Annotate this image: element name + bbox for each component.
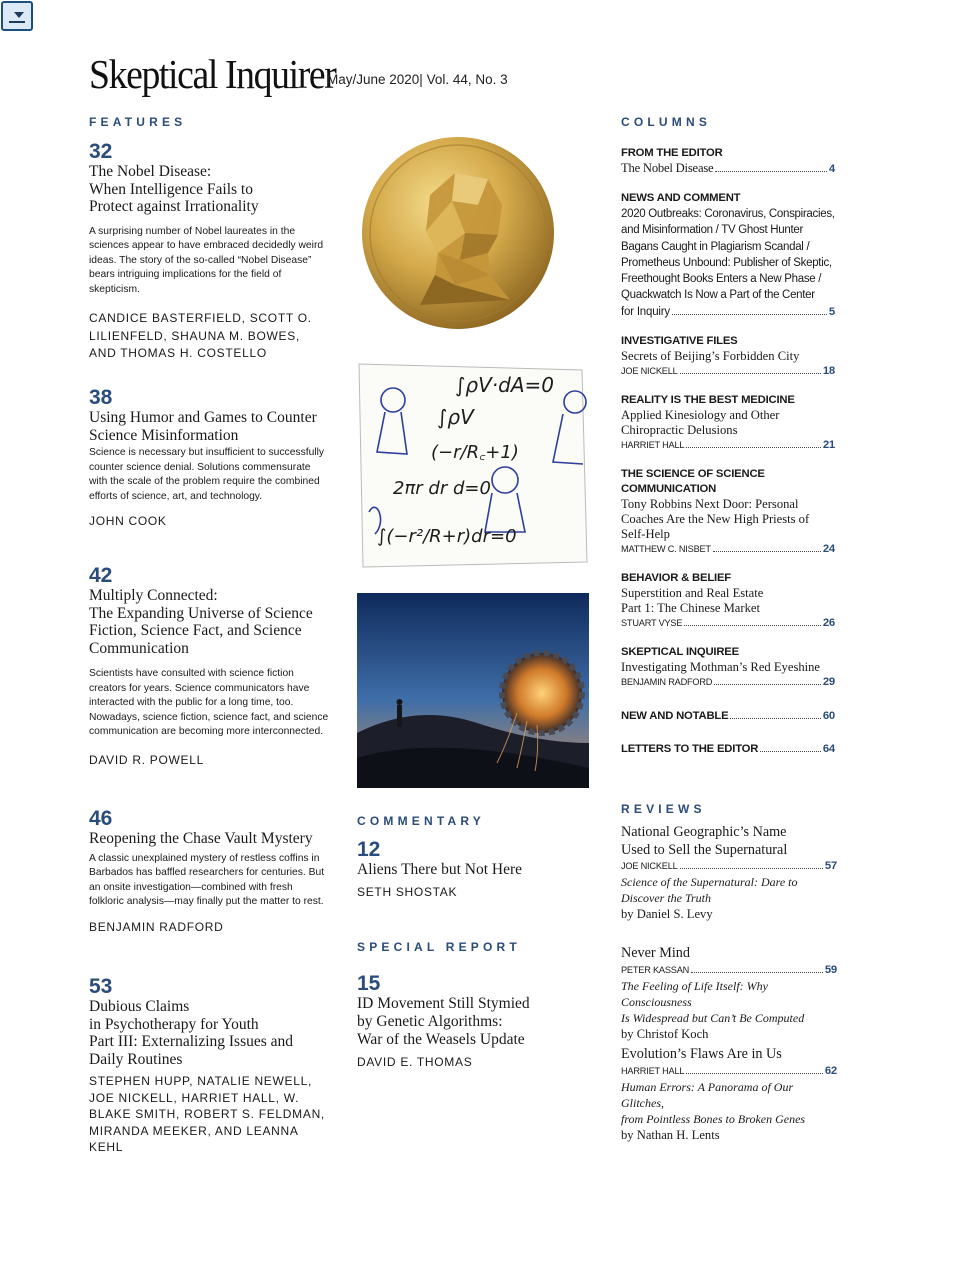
review-reviewer-line: HARRIET HALL 62 (621, 1064, 837, 1077)
article-authors: SETH SHOSTAK (357, 885, 458, 899)
page-ref: 60 (822, 710, 835, 722)
page-number: 38 (89, 386, 113, 409)
review-book-title: Human Errors: A Panorama of Our Glitches, from Pointless Bones to Broken Genes (621, 1079, 806, 1126)
column-behavior-and-belief[interactable] (621, 571, 835, 631)
page-ref: 62 (824, 1064, 837, 1077)
chevron-down-icon (14, 12, 24, 18)
svg-text:∫ρV: ∫ρV (437, 405, 474, 429)
feature-article[interactable] (89, 807, 329, 936)
review-title[interactable]: Never Mind (621, 945, 690, 961)
column-entry[interactable]: LETTERS TO THE EDITOR 64 (621, 743, 835, 755)
reviews-heading: REVIEWS (621, 802, 706, 816)
column-heading: NEWS AND COMMENT (621, 192, 741, 204)
review-entry[interactable] (621, 824, 837, 922)
column-heading: BEHAVIOR & BELIEF (621, 572, 731, 584)
feature-article[interactable] (89, 975, 329, 1156)
column-entry-title[interactable]: Superstition and Real Estate Part 1: The Chinese Market (621, 586, 764, 615)
nobel-medal-image (360, 135, 556, 331)
page-ref: 57 (824, 860, 837, 872)
page-ref: 24 (822, 543, 835, 555)
feature-article[interactable] (89, 386, 329, 531)
column-heading: INVESTIGATIVE FILES (621, 335, 738, 347)
issue-info: May/June 2020| Vol. 44, No. 3 (327, 72, 508, 87)
column-entry[interactable]: The Nobel Disease 4 (621, 161, 835, 175)
collapse-toggle-button[interactable] (1, 1, 33, 31)
column-news-and-comment[interactable] (621, 191, 835, 320)
article-authors: DAVID E. THOMAS (357, 1055, 473, 1069)
article-title[interactable]: Using Humor and Games to Counter Science Misinformation (89, 409, 317, 444)
article-title[interactable]: Aliens There but Not Here (357, 861, 522, 878)
special-report-article[interactable] (357, 972, 557, 1072)
page-ref: 4 (828, 163, 835, 175)
review-entry[interactable] (621, 1046, 837, 1143)
column-heading: THE SCIENCE OF SCIENCE COMMUNICATION (621, 468, 765, 495)
article-title[interactable]: The Nobel Disease: When Intelligence Fails to Protect against Irrationality (89, 163, 259, 215)
review-book-author: by Daniel S. Levy (621, 907, 713, 921)
column-heading: SKEPTICAL INQUIREE (621, 646, 739, 658)
review-reviewer-line: JOE NICKELL 57 (621, 860, 837, 872)
column-entry: MATTHEW C. NISBET 24 (621, 543, 835, 555)
column-new-and-notable[interactable] (621, 709, 835, 724)
columns-heading: COLUMNS (621, 115, 712, 129)
column-investigative-files[interactable] (621, 334, 835, 379)
page-ref: 26 (822, 617, 835, 629)
column-from-the-editor[interactable] (621, 146, 835, 177)
article-title[interactable]: ID Movement Still Stymied by Genetic Algorithms: War of the Weasels Update (357, 995, 530, 1048)
equation-doodle-image (357, 362, 589, 570)
commentary-article[interactable] (357, 838, 557, 902)
page-ref: 59 (824, 963, 837, 976)
article-authors: JOHN COOK (89, 514, 167, 529)
review-book-title: The Feeling of Life Itself: Why Consciousness Is Widespread but Can’t Be Computed (621, 978, 805, 1025)
article-title[interactable]: Multiply Connected: The Expanding Universe of Science Fiction, Science Fact, and Science Communication (89, 587, 313, 657)
review-reviewer-line: PETER KASSAN 59 (621, 963, 837, 976)
sci-fi-scene-image (357, 593, 589, 788)
column-entry-text[interactable]: 2020 Outbreaks: Coronavirus, Conspiracies, and Misinformation / TV Ghost Hunter Bagans Caught in Plagiarism Scandal / Prometheus Unbound: Publisher of Skeptic, Freethought Books Enters a New Phase / Quackwatch Is Now a Part of the Center (621, 208, 835, 302)
column-entry[interactable]: NEW AND NOTABLE 60 (621, 710, 835, 722)
feature-article[interactable] (89, 140, 329, 363)
article-title[interactable]: Dubious Claims in Psychotherapy for Youth Part III: Externalizing Issues and Daily Routines (89, 998, 294, 1068)
page-number: 42 (89, 564, 113, 587)
article-title[interactable]: Reopening the Chase Vault Mystery (89, 830, 313, 847)
page-ref: 29 (822, 676, 835, 688)
page-number: 46 (89, 807, 113, 830)
column-reality-best-medicine[interactable] (621, 393, 835, 453)
page-ref: 21 (822, 439, 835, 451)
column-science-of-science-communication[interactable] (621, 467, 835, 557)
review-book-title: Science of the Supernatural: Dare to Discover the Truth (621, 875, 798, 905)
column-entry: BENJAMIN RADFORD 29 (621, 676, 835, 688)
features-heading: FEATURES (89, 115, 187, 129)
column-entry: STUART VYSE 26 (621, 617, 835, 629)
article-authors: DAVID R. POWELL (89, 752, 204, 767)
column-skeptical-inquiree[interactable] (621, 645, 835, 690)
page-number: 53 (89, 975, 113, 998)
article-description: Science is necessary but insufficient to successfully counter science denial. Solutions commensurate with the scale of the problem require the combined efforts of science, art, and technology. (89, 447, 325, 502)
article-authors: STEPHEN HUPP, NATALIE NEWELL, JOE NICKELL, HARRIET HALL, W. BLAKE SMITH, ROBERT S. FELDMAN, MIRANDA MEEKER, AND LEANNA KEHL (89, 1074, 325, 1154)
masthead (89, 50, 508, 98)
article-authors: CANDICE BASTERFIELD, SCOTT O. LILIENFELD, SHAUNA M. BOWES, AND THOMAS H. COSTELLO (89, 311, 312, 361)
page-number: 32 (89, 140, 113, 163)
review-book-author: by Nathan H. Lents (621, 1127, 720, 1142)
page-number: 12 (357, 838, 381, 861)
column-entry: HARRIET HALL 21 (621, 439, 835, 451)
column-entry[interactable]: for Inquiry 5 (621, 305, 835, 318)
page-ref: 64 (822, 743, 835, 755)
review-title[interactable]: Evolution’s Flaws Are in Us (621, 1046, 782, 1062)
page-number: 15 (357, 972, 381, 995)
column-entry: JOE NICKELL 18 (621, 365, 835, 377)
review-title[interactable]: National Geographic’s Name Used to Sell the Supernatural (621, 824, 788, 858)
review-entry[interactable] (621, 945, 837, 1042)
column-letters-to-the-editor[interactable] (621, 742, 835, 757)
article-authors: BENJAMIN RADFORD (89, 919, 224, 934)
page-ref: 5 (828, 305, 835, 318)
article-description: A classic unexplained mystery of restless coffins in Barbados has baffled researchers for centuries. But an onsite investigation—combined with fresh folkloric analysis—may finally put the matter to rest. (89, 852, 325, 908)
column-heading: FROM THE EDITOR (621, 147, 723, 159)
svg-text:∫ρV·dA=0: ∫ρV·dA=0 (455, 373, 555, 397)
column-heading: REALITY IS THE BEST MEDICINE (621, 394, 795, 406)
special-report-heading: SPECIAL REPORT (357, 940, 521, 954)
article-description: A surprising number of Nobel laureates in the sciences appear to have embraced decidedly weird ideas. The story of the so-called “Nobel Disease” bears intriguing implications for the field of skepticism. (89, 225, 324, 295)
underline-bar (9, 21, 25, 23)
feature-article[interactable] (89, 564, 329, 769)
review-book-author: by Christof Koch (621, 1026, 709, 1041)
column-entry-title[interactable]: Secrets of Beijing’s Forbidden City (621, 349, 800, 363)
column-entry-title[interactable]: Investigating Mothman’s Red Eyeshine (621, 660, 821, 674)
svg-text:∫(−r²/R+r)dr=0: ∫(−r²/R+r)dr=0 (377, 526, 517, 547)
column-entry-title[interactable]: Tony Robbins Next Door: Personal Coaches Are the New High Priests of Self-Help (621, 497, 810, 541)
article-description: Scientists have consulted with science fiction creators for years. Science communicators have interacted with the public for a long time, too. Nowadays, science fiction, science fact, and science communication are becoming more interconnected. (89, 668, 329, 738)
commentary-heading: COMMENTARY (357, 814, 485, 828)
column-entry-title[interactable]: Applied Kinesiology and Other Chiropractic Delusions (621, 408, 780, 437)
magazine-title: Skeptical Inquirer (89, 51, 336, 97)
svg-text:2πr dr d=0: 2πr dr d=0 (393, 478, 491, 499)
page-ref: 18 (822, 365, 835, 377)
svg-text:(−r/R꜀+1): (−r/R꜀+1) (431, 442, 519, 463)
